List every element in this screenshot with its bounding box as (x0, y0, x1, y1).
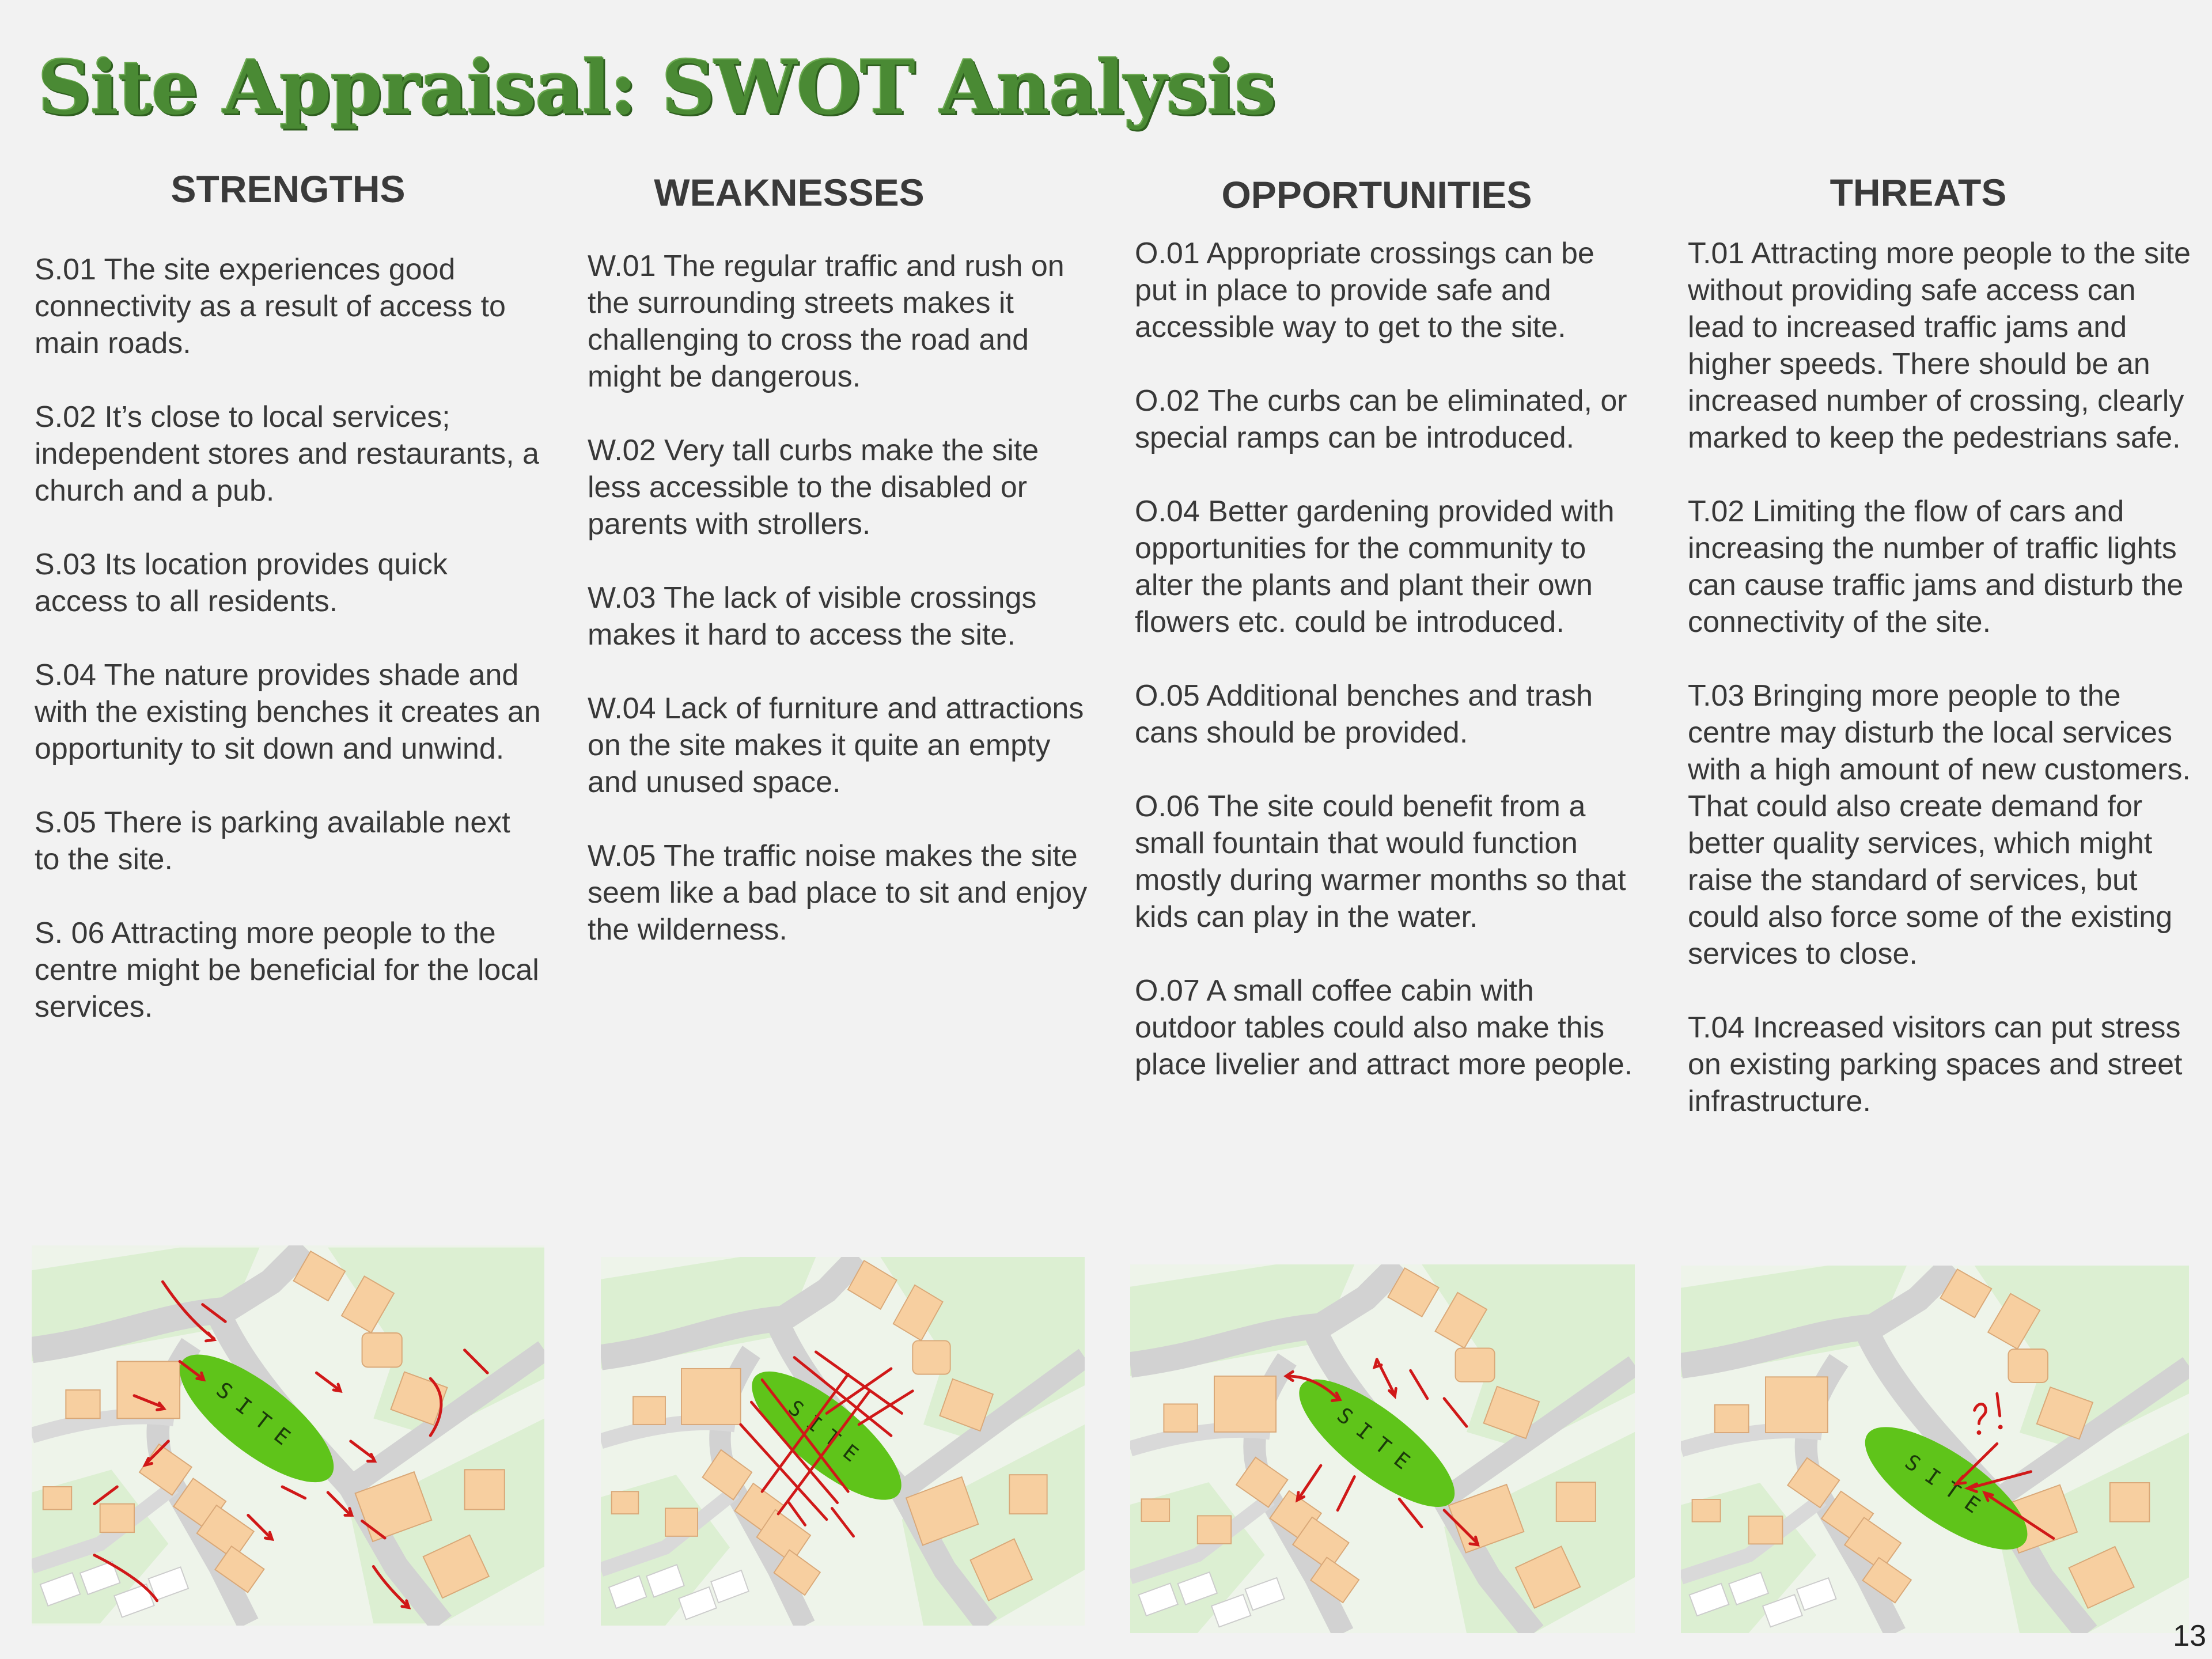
threat-item: T.04 Increased visitors can put stress on existing parking spaces and street infrastructure. (1688, 1011, 2183, 1118)
site-label: SITE (1332, 1403, 1424, 1482)
threats-map-image (1681, 1266, 2189, 1633)
opportunities-column (1135, 173, 1642, 1081)
weaknesses-map-image (601, 1257, 1085, 1626)
opportunity-item: O.06 The site could benefit from a small fountain that would function mostly during warmer months so that kids can play in the water. (1135, 790, 1626, 934)
threats-column (1688, 171, 2195, 1118)
threats-heading: THREATS (1830, 171, 2007, 214)
weaknesses-map (601, 1257, 1085, 1626)
strengths-column (35, 167, 541, 1024)
strengths-map (32, 1245, 544, 1626)
threat-item: T.03 Bringing more people to the centre may disturb the local services with a high amount of new customers. That could also create demand for better quality services, which might raise the standard of services, but could also force some of the existing services to close. (1688, 679, 2191, 971)
page-number: 13 (2173, 1619, 2206, 1653)
site-label: SITE (211, 1377, 304, 1457)
weakness-item: W.04 Lack of furniture and attractions on the site makes it quite an empty and unused space. (588, 692, 1084, 799)
strength-item: S. 06 Attracting more people to the centre might be beneficial for the local services. (35, 916, 539, 1024)
opportunity-item: O.04 Better gardening provided with opportunities for the community to alter the plants and plant their own flowers etc. could be introduced. (1135, 495, 1615, 639)
threat-item: T.02 Limiting the flow of cars and increasing the number of traffic lights can cause traffic jams and disturb the connectivity of the site. (1688, 495, 2184, 639)
weakness-item: W.02 Very tall curbs make the site less accessible to the disabled or parents with strollers. (588, 434, 1039, 541)
weaknesses-column (588, 171, 1094, 946)
strength-item: S.05 There is parking available next to the site. (35, 806, 510, 876)
opportunity-item: O.07 A small coffee cabin with outdoor tables could also make this place livelier and attract more people. (1135, 974, 1633, 1081)
site-label: SITE (1900, 1449, 1994, 1525)
site-label: SITE (783, 1395, 872, 1474)
page-title: Site Appraisal: SWOT Analysis (38, 45, 1276, 131)
threat-item: T.01 Attracting more people to the site without providing safe access can lead to increased traffic jams and higher speeds. There should be an increased number of crossing, clearly marked to keep the pedestrians safe. (1688, 237, 2191, 454)
opportunity-item: O.01 Appropriate crossings can be put in place to provide safe and accessible way to get to the site. (1135, 237, 1594, 344)
opportunity-item: O.02 The curbs can be eliminated, or special ramps can be introduced. (1135, 384, 1627, 454)
opportunity-item: O.05 Additional benches and trash cans should be provided. (1135, 679, 1593, 749)
strengths-map-image (32, 1245, 544, 1626)
opportunities-map-image (1130, 1264, 1635, 1633)
opportunities-heading: OPPORTUNITIES (1221, 173, 1532, 216)
weaknesses-heading: WEAKNESSES (654, 171, 925, 214)
opportunities-map (1130, 1264, 1635, 1633)
strength-item: S.03 Its location provides quick access to all residents. (35, 548, 448, 618)
strengths-heading: STRENGTHS (171, 168, 406, 210)
weakness-item: W.03 The lack of visible crossings makes it hard to access the site. (588, 581, 1037, 652)
threats-map (1681, 1266, 2189, 1633)
weakness-item: W.05 The traffic noise makes the site seem like a bad place to sit and enjoy the wilderness. (588, 839, 1088, 946)
weakness-item: W.01 The regular traffic and rush on the surrounding streets makes it challenging to cross the road and might be dangerous. (588, 249, 1065, 393)
strength-item: S.04 The nature provides shade and with the existing benches it creates an opportunity to sit down and unwind. (35, 658, 541, 766)
strength-item: S.01 The site experiences good connectivity as a result of access to main roads. (35, 253, 506, 360)
strength-item: S.02 It’s close to local services; independent stores and restaurants, a church and a pub. (35, 400, 539, 507)
